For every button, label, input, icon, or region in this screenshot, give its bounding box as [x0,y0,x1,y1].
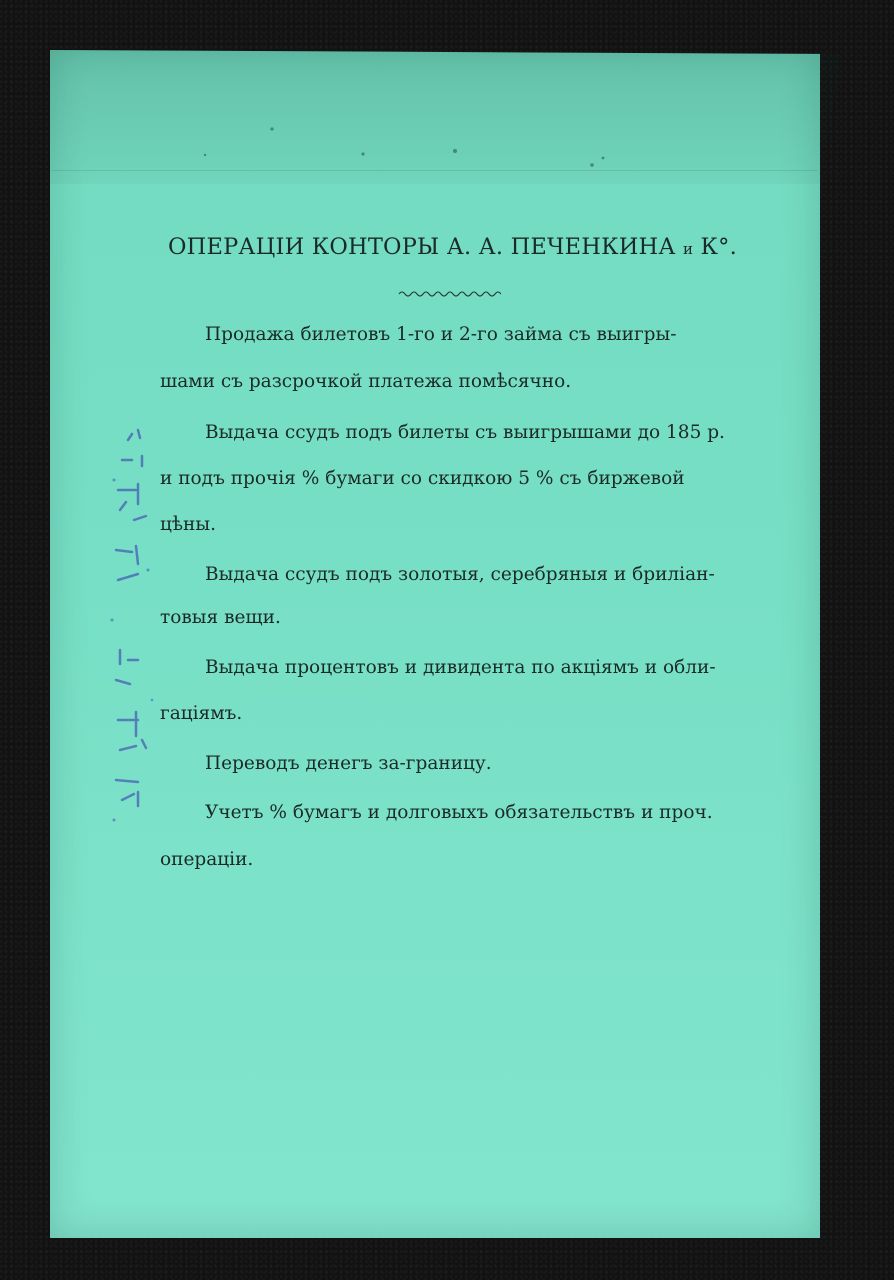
line-5: цѣны. [160,514,216,535]
document-title [168,234,748,260]
line-2: шами съ разсрочкой платежа помѣсячно. [160,371,572,392]
line-9: гаціямъ. [160,703,243,724]
title-company: К°. [700,234,737,260]
line-7: товыя вещи. [160,607,281,628]
title-conjunction: и [682,240,694,258]
line-10: Переводъ денегъ за-границу. [205,753,492,774]
line-6: Выдача ссудъ подъ золотыя, серебряныя и бриліан- [205,564,715,585]
line-11: Учетъ % бумагъ и долговыхъ обязательствъ и проч. [205,802,713,823]
ornament-divider [397,287,501,301]
faded-ink-stamp [108,420,168,840]
line-3: Выдача ссудъ подъ билеты съ выигрышами до 185 р. [205,422,725,443]
line-1: Продажа билетовъ 1-го и 2-го займа съ выигры- [205,324,677,345]
title-main: ОПЕРАЦІИ КОНТОРЫ А. А. ПЕЧЕНКИНА [168,234,676,260]
line-8: Выдача процентовъ и дивидента по акціямъ и обли- [205,657,716,678]
line-4: и подъ прочія % бумаги со скидкою 5 % съ биржевой [160,468,685,489]
line-12: операціи. [160,849,254,870]
